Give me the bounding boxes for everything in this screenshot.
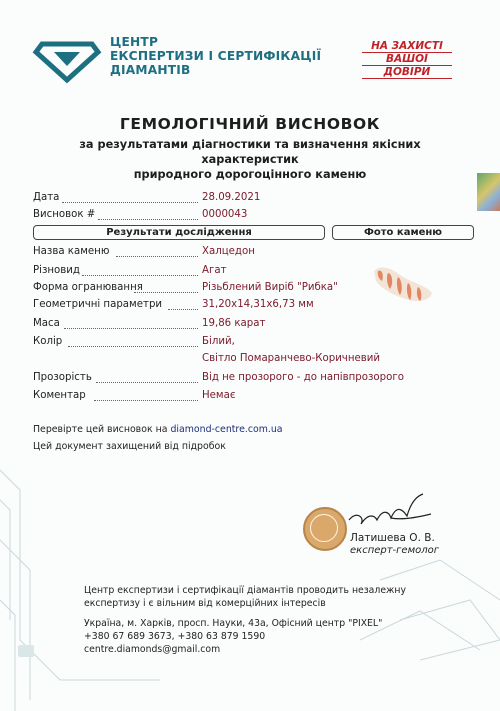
field-label: Коментар [33, 390, 86, 401]
footer-line-2: експертизу і є вільним від комерційних інтересів [84, 598, 326, 609]
field-dots [64, 328, 198, 329]
field-value: 31,20x14,31x6,73 мм [202, 299, 314, 310]
field-value: Різьблений Виріб "Рибка" [202, 282, 338, 293]
field-label: Маса [33, 318, 60, 329]
field-value: Немає [202, 390, 236, 401]
field-value: Від не прозорого - до напівпрозорого [202, 372, 404, 383]
results-header: Результати дослідження [33, 225, 325, 240]
field-value: 19,86 карат [202, 318, 266, 329]
field-dots [96, 382, 198, 383]
footer-email[interactable]: centre.diamonds@gmail.com [84, 644, 221, 655]
field-label: Колір [33, 336, 63, 347]
number-row [33, 209, 95, 220]
number-dots [98, 219, 198, 220]
field-value: Агат [202, 265, 227, 276]
number-value: 0000043 [202, 209, 248, 220]
org-line-2: ЕКСПЕРТИЗИ І СЕРТИФІКАЦІЇ [110, 49, 322, 63]
footer-address: Україна, м. Харків, просп. Науки, 43а, Офісний центр "PIXEL" [84, 618, 383, 629]
document-title: ГЕМОЛОГІЧНИЙ ВИСНОВОК [119, 115, 381, 133]
verify-prefix: Перевірте цей висновок на [33, 424, 171, 435]
date-row [33, 192, 59, 203]
field-label: Геометричні параметри [33, 299, 163, 310]
slogan-line-2: ВАШОЇ [362, 53, 452, 66]
protected-note: Цей документ захищений від підробок [33, 441, 226, 452]
hologram-sticker [477, 173, 500, 211]
date-label: Дата [33, 192, 60, 203]
document-subtitle [30, 137, 470, 182]
field-label: Різновид [33, 265, 80, 276]
slogan-line-3: ДОВІРИ [362, 66, 452, 79]
footer-phones: +380 67 689 3673, +380 63 879 1590 [84, 631, 266, 642]
org-line-1: ЦЕНТР [110, 35, 159, 49]
field-value: Білий, [202, 336, 235, 347]
field-dots [116, 256, 198, 257]
footer-line-1: Центр експертизи і сертифікації діамантів проводить незалежну [84, 585, 406, 596]
field-dots [68, 346, 198, 347]
stone-photo [370, 263, 436, 305]
field-dots [94, 400, 198, 401]
field-dots [134, 292, 198, 293]
field-label: Форма огранювання [33, 282, 143, 293]
org-line-3: ДІАМАНТІВ [110, 63, 191, 77]
field-dots [82, 275, 198, 276]
stamp-seal [303, 507, 347, 551]
field-label: Прозорість [33, 372, 92, 383]
field-label: Назва каменю [33, 246, 110, 257]
signature [345, 490, 435, 530]
subtitle-line-1: за результатами діагностики та визначення якісних характеристик [79, 138, 421, 166]
diamond-logo-icon [32, 36, 102, 84]
field-value: Халцедон [202, 246, 255, 257]
expert-role: експерт-гемолог [350, 545, 439, 556]
verify-site-link[interactable]: diamond-centre.com.ua [170, 424, 283, 435]
slogan [362, 40, 452, 79]
number-label: Висновок # [33, 209, 96, 220]
expert-name: Латишева О. В. [350, 532, 435, 544]
organization-name [110, 35, 321, 77]
field-dots [168, 309, 198, 310]
field-value: Світло Помаранчево-Коричневий [202, 353, 381, 364]
date-value: 28.09.2021 [202, 192, 261, 203]
slogan-line-1: НА ЗАХИСТІ [362, 40, 452, 53]
date-dots [62, 202, 198, 203]
photo-header: Фото каменю [332, 225, 474, 240]
subtitle-line-2: природного дорогоцінного каменю [133, 168, 367, 181]
verify-note [33, 424, 283, 435]
